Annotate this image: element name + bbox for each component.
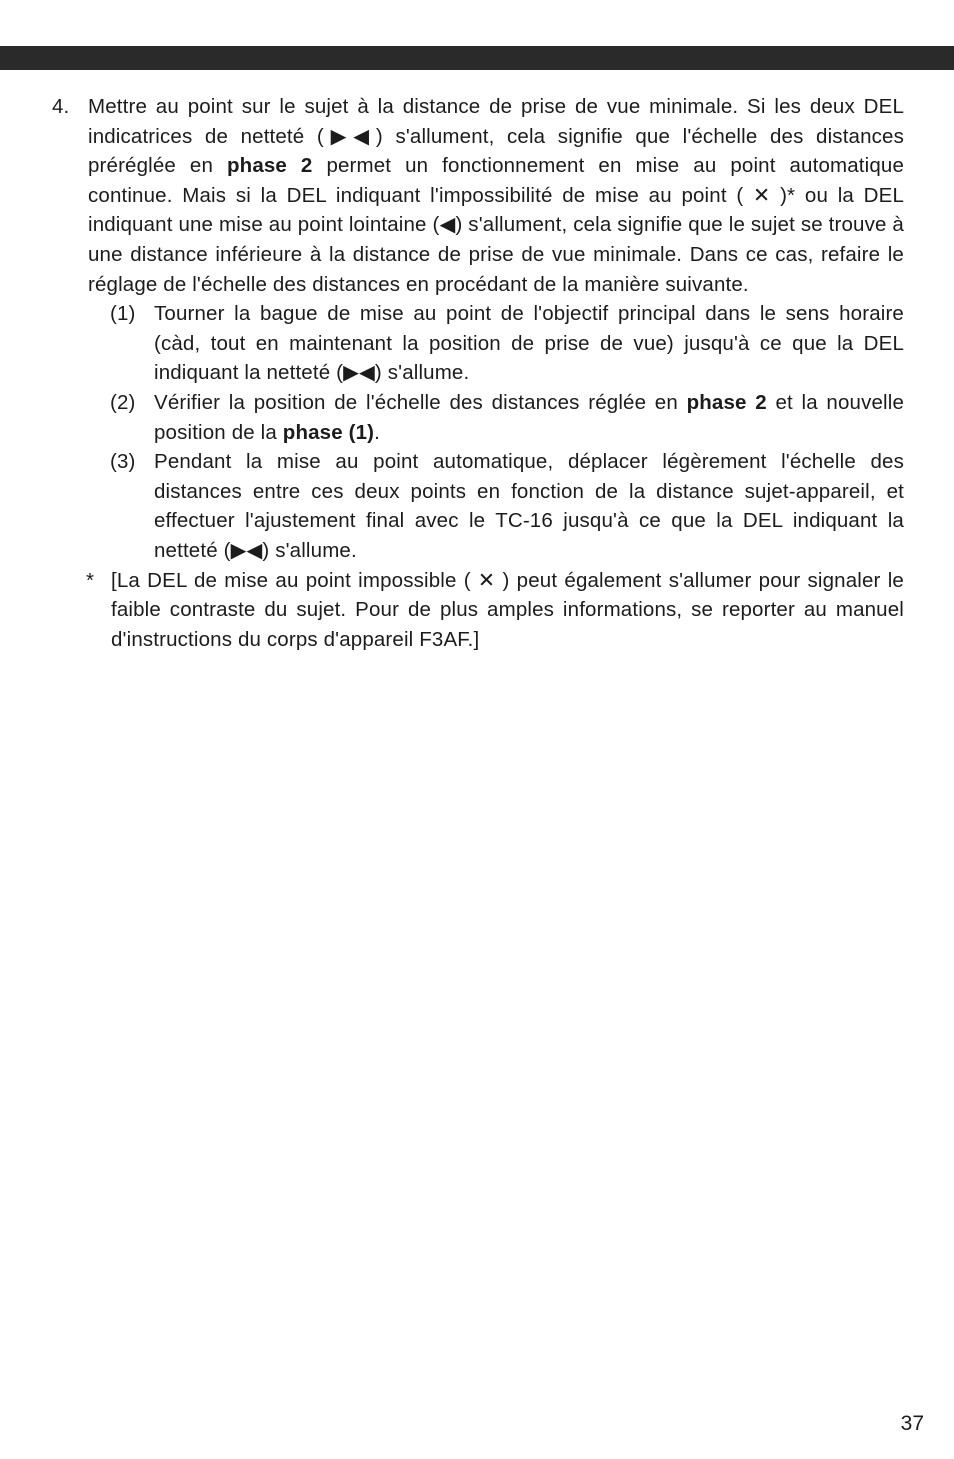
bold-term: phase (1) bbox=[282, 420, 375, 444]
substep-2 bbox=[0, 388, 954, 447]
substep-number: (2) bbox=[110, 390, 136, 414]
step-text: Mettre au point sur le sujet à la distance de prise de vue minimale. Si les deux DEL indicatrices de netteté (▶◀) s'allument, cela signifie que l'échelle des distances préréglée en bbox=[88, 95, 904, 178]
page-content bbox=[0, 92, 954, 654]
substep-text: et la nouvelle position de la bbox=[154, 390, 904, 444]
substep-number: (3) bbox=[110, 450, 136, 474]
step-text: permet un fonctionnement en mise au point automatique continue. Mais si la DEL indiquant l'impossibilité de mise au point ( ✕ )* ou la DEL indiquant une mise au point lointaine (◀) s'allument, cela signifie que le sujet se trouve à une distance inférieure à la distance de prise de vue minimale. Dans ce cas, refaire le réglage de l'échelle des distances en procédant de la manière suivante. bbox=[88, 154, 904, 296]
header-bar bbox=[0, 46, 954, 70]
step-number: 4. bbox=[52, 95, 70, 118]
substep-number: (1) bbox=[110, 302, 136, 326]
step-4 bbox=[0, 92, 954, 299]
substep-text: . bbox=[374, 420, 380, 444]
bold-term: phase 2 bbox=[226, 154, 313, 178]
footnote bbox=[0, 566, 954, 655]
page-number: 37 bbox=[900, 1412, 924, 1435]
substep-text: Pendant la mise au point automatique, déplacer légèrement l'échelle des distances entre ces deux points en fonction de la distance sujet-appareil, et effectuer l'ajustement final avec le TC-16 jusqu'à ce que la DEL indiquant la netteté (▶◀) s'allume. bbox=[154, 450, 904, 562]
substep-3 bbox=[0, 447, 954, 565]
footnote-text: [La DEL de mise au point impossible ( ✕ ) peut également s'allumer pour signaler le faible contraste du sujet. Pour de plus amples informations, se reporter au manuel d'instructions du corps d'appareil F3AF.] bbox=[111, 568, 904, 651]
substep-text: Vérifier la position de l'échelle des distances réglée en bbox=[154, 390, 687, 414]
substep-1 bbox=[0, 299, 954, 388]
bold-term: phase 2 bbox=[686, 390, 767, 414]
footnote-marker: * bbox=[86, 568, 95, 592]
substep-text: Tourner la bague de mise au point de l'objectif principal dans le sens horaire (càd, tout en maintenant la position de prise de vue) jusqu'à ce que la DEL indiquant la netteté (▶◀) s'allume. bbox=[154, 302, 904, 385]
